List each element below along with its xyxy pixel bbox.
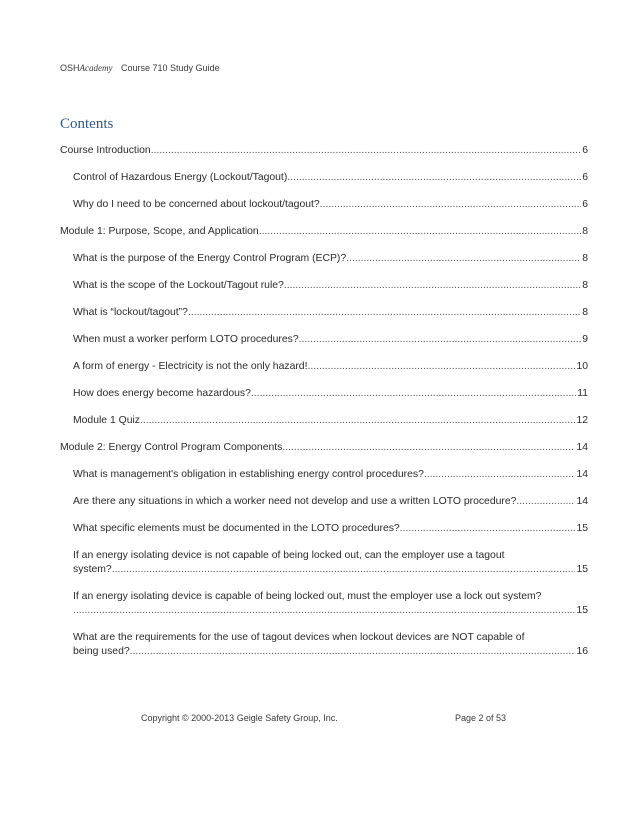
toc-entry[interactable] [73, 198, 588, 212]
page-header [60, 63, 220, 73]
toc-page-number: 11 [577, 388, 588, 399]
toc-page-number: 14 [576, 496, 588, 507]
toc-page-number: 10 [576, 361, 588, 372]
toc-page-number: 6 [582, 145, 588, 156]
toc-entry[interactable] [60, 144, 588, 158]
contents-heading: Contents [60, 116, 114, 132]
toc-entry[interactable] [60, 225, 588, 239]
dot-leader [73, 604, 575, 618]
toc-entry-title-line1: If an energy isolating device is not capable of being locked out, can the employer use a tagout [73, 550, 505, 561]
toc-entry[interactable] [73, 387, 588, 401]
toc-page-number: 15 [576, 564, 588, 575]
toc-entry[interactable] [73, 495, 588, 509]
toc-entry[interactable] [73, 414, 588, 428]
toc-page-number: 8 [582, 280, 588, 291]
toc-entry-title: Module 1: Purpose, Scope, and Application. [60, 226, 262, 237]
toc-entry-title-line1: What are the requirements for the use of tagout devices when lockout devices are NOT capable of [73, 632, 525, 643]
dot-leader [424, 468, 576, 482]
dot-leader [346, 252, 581, 266]
toc-entry[interactable] [73, 279, 588, 293]
dot-leader [400, 522, 576, 536]
toc-entry[interactable] [73, 468, 588, 482]
toc-entry[interactable] [60, 441, 588, 455]
dot-leader [112, 563, 576, 577]
toc-page-number: 6 [582, 172, 588, 183]
toc-entry-title: What is “lockout/tagout”? [73, 307, 188, 318]
toc-entry-title: Module 1 Quiz [73, 415, 140, 426]
toc-page-number: 6 [582, 199, 588, 210]
toc-entry-title: A form of energy - Electricity is not the only hazard! [73, 361, 308, 372]
toc-entry[interactable] [73, 333, 588, 347]
toc-page-number: 15 [576, 605, 588, 616]
toc-entry-title: Are there any situations in which a worker need not develop and use a written LOTO procedure? [73, 496, 517, 507]
toc-entry-title: Module 2: Energy Control Program Components [60, 442, 283, 453]
toc-page-number: 16 [576, 646, 588, 657]
brand-name-italic: Academy [79, 63, 113, 73]
toc-page-number: 15 [576, 523, 588, 534]
toc-entry-title: When must a worker perform LOTO procedures? [73, 334, 299, 345]
toc-entry[interactable] [73, 306, 588, 320]
toc-page-number: 9 [582, 334, 588, 345]
toc-entry[interactable] [73, 360, 588, 374]
toc-entry-title: Why do I need to be concerned about lockout/tagout? [73, 199, 320, 210]
toc-page-number: 8 [582, 307, 588, 318]
dot-leader [287, 171, 581, 185]
toc-entry-title: What is management's obligation in establishing energy control procedures? [73, 469, 424, 480]
table-of-contents [60, 144, 588, 672]
toc-entry-title: What is the purpose of the Energy Control Program (ECP)? [73, 253, 347, 264]
toc-page-number: 14 [576, 469, 588, 480]
dot-leader [188, 306, 581, 320]
dot-leader [282, 441, 575, 455]
dot-leader [299, 333, 582, 347]
page-number: Page 2 of 53 [455, 713, 507, 723]
toc-entry-title: Course Introduction [60, 145, 151, 156]
dot-leader [262, 225, 582, 239]
toc-entry-title-line1: If an energy isolating device is capable of being locked out, must the employer use a lock out system? [73, 591, 542, 602]
course-title: Course 710 Study Guide [121, 63, 220, 73]
toc-entry-title: being used? [73, 646, 130, 657]
toc-entry[interactable] [73, 522, 588, 536]
toc-page-number: 8 [582, 226, 588, 237]
toc-entry-title: What specific elements must be documented in the LOTO procedures? [73, 523, 400, 534]
toc-page-number: 12 [576, 415, 588, 426]
toc-entry[interactable] [73, 590, 588, 618]
dot-leader [251, 387, 576, 401]
toc-entry-title: What is the scope of the Lockout/Tagout rule? [73, 280, 284, 291]
toc-entry-title: How does energy become hazardous? [73, 388, 251, 399]
toc-entry[interactable] [73, 631, 588, 659]
toc-entry[interactable] [73, 252, 588, 266]
toc-entry-title: system? [73, 564, 112, 575]
toc-entry[interactable] [73, 549, 588, 577]
toc-entry[interactable] [73, 171, 588, 185]
dot-leader [320, 198, 582, 212]
copyright-notice: Copyright © 2000-2013 Geigle Safety Group, Inc. [141, 713, 338, 723]
dot-leader [516, 495, 575, 509]
toc-page-number: 8 [582, 253, 588, 264]
toc-page-number: 14 [576, 442, 588, 453]
dot-leader [284, 279, 581, 293]
brand-name-upright: OSH [60, 63, 80, 73]
dot-leader [130, 645, 576, 659]
dot-leader [140, 414, 575, 428]
dot-leader [307, 360, 575, 374]
toc-entry-title: Control of Hazardous Energy (Lockout/Tagout) [73, 172, 288, 183]
dot-leader [151, 144, 582, 158]
